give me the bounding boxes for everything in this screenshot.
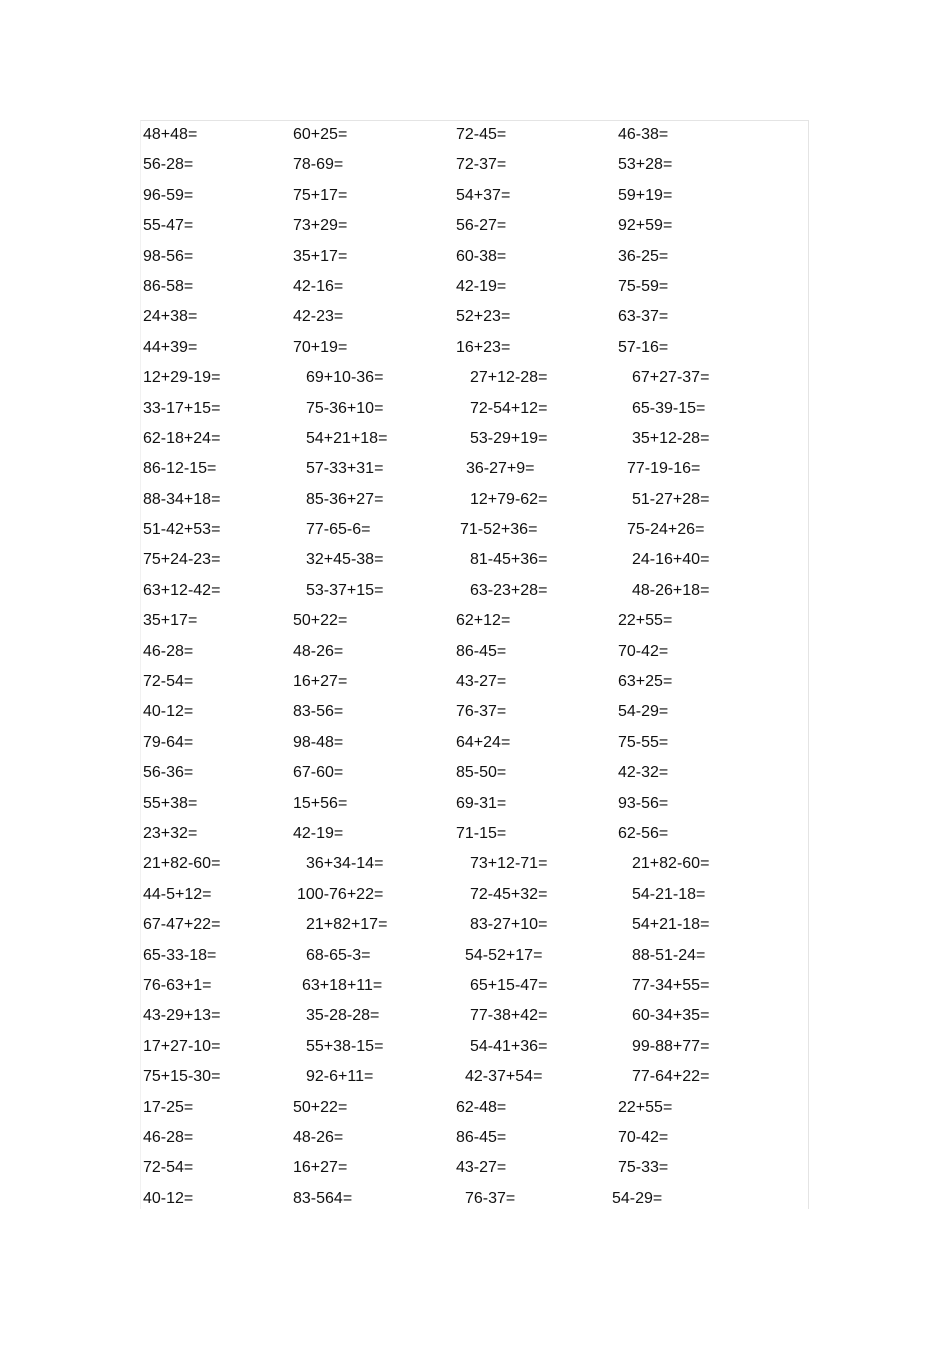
problem-row: [143, 185, 803, 215]
problem-cell: 76-37=: [465, 1189, 516, 1207]
problem-cell: 75-36+10=: [306, 399, 384, 417]
problem-cell: 86-58=: [143, 277, 194, 295]
problem-cell: 99-88+77=: [632, 1037, 710, 1055]
problem-row: [143, 398, 803, 428]
problem-row: [143, 701, 803, 731]
problem-cell: 65-39-15=: [632, 399, 706, 417]
problem-cell: 46-28=: [143, 1128, 194, 1146]
problem-cell: 77-64+22=: [632, 1068, 710, 1086]
problem-row: [143, 884, 803, 914]
problem-cell: 46-28=: [143, 642, 194, 660]
problem-row: [143, 215, 803, 245]
problem-row: [143, 1127, 803, 1157]
problem-cell: 83-27+10=: [470, 916, 548, 934]
problem-row: [143, 1066, 803, 1096]
problem-cell: 52+23=: [456, 308, 511, 326]
problem-cell: 57-16=: [618, 338, 669, 356]
problem-cell: 72-37=: [456, 156, 507, 174]
problem-cell: 73+12-71=: [470, 855, 548, 873]
problem-row: [143, 1097, 803, 1127]
problem-cell: 75-33=: [618, 1159, 669, 1177]
problem-cell: 72-45+32=: [470, 885, 548, 903]
problem-cell: 85-50=: [456, 764, 507, 782]
problem-cell: 54-29=: [618, 703, 669, 721]
problem-cell: 75+17=: [293, 186, 348, 204]
problem-cell: 35-28-28=: [306, 1007, 380, 1025]
problem-cell: 54-29=: [612, 1189, 663, 1207]
problem-cell: 48+48=: [143, 126, 198, 143]
problem-row: [143, 671, 803, 701]
problem-cell: 56-36=: [143, 764, 194, 782]
problem-cell: 51-27+28=: [632, 490, 710, 508]
problem-cell: 76-37=: [456, 703, 507, 721]
problem-cell: 42-16=: [293, 277, 344, 295]
problem-cell: 62-18+24=: [143, 429, 221, 447]
problem-cell: 71-15=: [456, 824, 507, 842]
problem-cell: 67-60=: [293, 764, 344, 782]
problem-cell: 81-45+36=: [470, 551, 548, 569]
problem-cell: 65+15-47=: [470, 976, 548, 994]
problem-row: [143, 1005, 803, 1035]
problem-cell: 21+82-60=: [632, 855, 710, 873]
problem-cell: 23+32=: [143, 824, 198, 842]
problem-cell: 44+39=: [143, 338, 198, 356]
problem-cell: 88-34+18=: [143, 490, 221, 508]
problem-cell: 63-37=: [618, 308, 669, 326]
problem-cell: 42-19=: [293, 824, 344, 842]
problem-cell: 35+17=: [143, 612, 198, 630]
problem-row: [143, 1157, 803, 1187]
problem-cell: 55+38-15=: [306, 1037, 384, 1055]
problem-cell: 69+10-36=: [306, 369, 384, 387]
problem-cell: 24-16+40=: [632, 551, 710, 569]
problem-cell: 56-28=: [143, 156, 194, 174]
problem-cell: 73+29=: [293, 217, 348, 235]
problem-cell: 63+18+11=: [302, 976, 383, 994]
problem-cell: 100-76+22=: [297, 885, 384, 903]
problem-cell: 77-34+55=: [632, 976, 710, 994]
problem-cell: 43-27=: [456, 673, 507, 691]
problem-cell: 72-54=: [143, 1159, 194, 1177]
problem-cell: 79-64=: [143, 733, 194, 751]
problem-cell: 33-17+15=: [143, 399, 221, 417]
problem-row: [143, 823, 803, 853]
problem-cell: 56-27=: [456, 217, 507, 235]
problem-cell: 27+12-28=: [470, 369, 548, 387]
problem-cell: 36+34-14=: [306, 855, 384, 873]
problem-row: [143, 610, 803, 640]
problem-row: [143, 762, 803, 792]
problem-row: [143, 519, 803, 549]
problem-cell: 42-37+54=: [465, 1068, 543, 1086]
problem-cell: 75+24-23=: [143, 551, 221, 569]
problem-cell: 53-37+15=: [306, 581, 384, 599]
problem-cell: 57-33+31=: [306, 460, 384, 478]
problem-cell: 75-55=: [618, 733, 669, 751]
problem-cell: 92-6+11=: [306, 1068, 374, 1086]
problem-cell: 72-54=: [143, 673, 194, 691]
problem-cell: 65-33-18=: [143, 946, 217, 964]
problem-cell: 16+27=: [293, 673, 348, 691]
problem-cell: 53-29+19=: [470, 429, 548, 447]
problem-row: [143, 945, 803, 975]
problem-cell: 59+19=: [618, 186, 673, 204]
problem-row: [143, 367, 803, 397]
problem-cell: 12+29-19=: [143, 369, 221, 387]
problem-row: [143, 975, 803, 1005]
problem-row: [143, 337, 803, 367]
problem-row: [143, 154, 803, 184]
problem-cell: 77-19-16=: [627, 460, 701, 478]
problem-cell: 48-26+18=: [632, 581, 710, 599]
problem-cell: 54+21+18=: [306, 429, 388, 447]
problem-row: [143, 489, 803, 519]
problem-cell: 63+12-42=: [143, 581, 221, 599]
problem-cell: 86-12-15=: [143, 460, 217, 478]
problem-cell: 35+12-28=: [632, 429, 710, 447]
problem-cell: 21+82-60=: [143, 855, 221, 873]
problem-cell: 55-47=: [143, 217, 194, 235]
problem-cell: 43-27=: [456, 1159, 507, 1177]
problem-cell: 92+59=: [618, 217, 673, 235]
problem-cell: 42-32=: [618, 764, 669, 782]
problem-row: [143, 549, 803, 579]
problem-cell: 43-29+13=: [143, 1007, 221, 1025]
problem-cell: 78-69=: [293, 156, 344, 174]
problem-cell: 63+25=: [618, 673, 673, 691]
problem-cell: 48-26=: [293, 1128, 344, 1146]
problem-cell: 46-38=: [618, 126, 669, 143]
problem-cell: 69-31=: [456, 794, 507, 812]
problem-grid: [143, 124, 803, 1218]
problem-row: [143, 458, 803, 488]
problem-cell: 98-48=: [293, 733, 344, 751]
problem-row: [143, 732, 803, 762]
problem-cell: 54-41+36=: [470, 1037, 548, 1055]
problem-row: [143, 306, 803, 336]
problem-cell: 42-23=: [293, 308, 344, 326]
problem-cell: 67+27-37=: [632, 369, 710, 387]
problem-cell: 93-56=: [618, 794, 669, 812]
problem-cell: 54+37=: [456, 186, 511, 204]
problem-cell: 76-63+1=: [143, 976, 212, 994]
problem-cell: 55+38=: [143, 794, 198, 812]
problem-cell: 22+55=: [618, 1098, 673, 1116]
problem-cell: 54+21-18=: [632, 916, 710, 934]
problem-cell: 67-47+22=: [143, 916, 221, 934]
problem-cell: 70+19=: [293, 338, 348, 356]
problem-cell: 62-56=: [618, 824, 669, 842]
problem-cell: 35+17=: [293, 247, 348, 265]
problem-cell: 62+12=: [456, 612, 511, 630]
problem-cell: 75+15-30=: [143, 1068, 221, 1086]
problem-cell: 83-56=: [293, 703, 344, 721]
problem-cell: 96-59=: [143, 186, 194, 204]
problem-cell: 88-51-24=: [632, 946, 706, 964]
problem-cell: 16+23=: [456, 338, 511, 356]
problem-cell: 98-56=: [143, 247, 194, 265]
problem-cell: 77-65-6=: [306, 521, 371, 539]
problem-cell: 17-25=: [143, 1098, 194, 1116]
problem-cell: 15+56=: [293, 794, 348, 812]
problem-cell: 48-26=: [293, 642, 344, 660]
problem-cell: 50+22=: [293, 1098, 348, 1116]
problem-cell: 83-564=: [293, 1189, 353, 1207]
problem-cell: 24+38=: [143, 308, 198, 326]
problem-cell: 16+27=: [293, 1159, 348, 1177]
problem-cell: 40-12=: [143, 1189, 194, 1207]
problem-row: [143, 793, 803, 823]
problem-cell: 32+45-38=: [306, 551, 384, 569]
problem-cell: 62-48=: [456, 1098, 507, 1116]
problem-cell: 71-52+36=: [460, 521, 538, 539]
problem-row: [143, 124, 803, 154]
problem-cell: 68-65-3=: [306, 946, 371, 964]
problem-cell: 72-45=: [456, 126, 507, 143]
problem-cell: 70-42=: [618, 642, 669, 660]
problem-cell: 85-36+27=: [306, 490, 384, 508]
problem-cell: 70-42=: [618, 1128, 669, 1146]
problem-row: [143, 246, 803, 276]
problem-cell: 36-27+9=: [466, 460, 535, 478]
problem-cell: 36-25=: [618, 247, 669, 265]
problem-cell: 75-59=: [618, 277, 669, 295]
problem-row: [143, 853, 803, 883]
problem-cell: 86-45=: [456, 642, 507, 660]
problem-cell: 51-42+53=: [143, 521, 221, 539]
problem-cell: 21+82+17=: [306, 916, 388, 934]
problem-cell: 54-52+17=: [465, 946, 543, 964]
problem-cell: 75-24+26=: [627, 521, 705, 539]
problem-cell: 42-19=: [456, 277, 507, 295]
problem-cell: 60-34+35=: [632, 1007, 710, 1025]
problem-cell: 40-12=: [143, 703, 194, 721]
problem-row: [143, 1036, 803, 1066]
problem-cell: 86-45=: [456, 1128, 507, 1146]
problem-cell: 63-23+28=: [470, 581, 548, 599]
problem-cell: 12+79-62=: [470, 490, 548, 508]
problem-row: [143, 276, 803, 306]
problem-row: [143, 428, 803, 458]
problem-cell: 64+24=: [456, 733, 511, 751]
problem-cell: 72-54+12=: [470, 399, 548, 417]
problem-row: [143, 914, 803, 944]
problem-cell: 77-38+42=: [470, 1007, 548, 1025]
problem-row: [143, 641, 803, 671]
problem-cell: 60-38=: [456, 247, 507, 265]
problem-cell: 44-5+12=: [143, 885, 212, 903]
problem-row: [143, 1188, 803, 1218]
problem-cell: 53+28=: [618, 156, 673, 174]
problem-cell: 17+27-10=: [143, 1037, 221, 1055]
problem-row: [143, 580, 803, 610]
problem-cell: 50+22=: [293, 612, 348, 630]
problem-cell: 22+55=: [618, 612, 673, 630]
problem-cell: 54-21-18=: [632, 885, 706, 903]
problem-cell: 60+25=: [293, 126, 348, 143]
